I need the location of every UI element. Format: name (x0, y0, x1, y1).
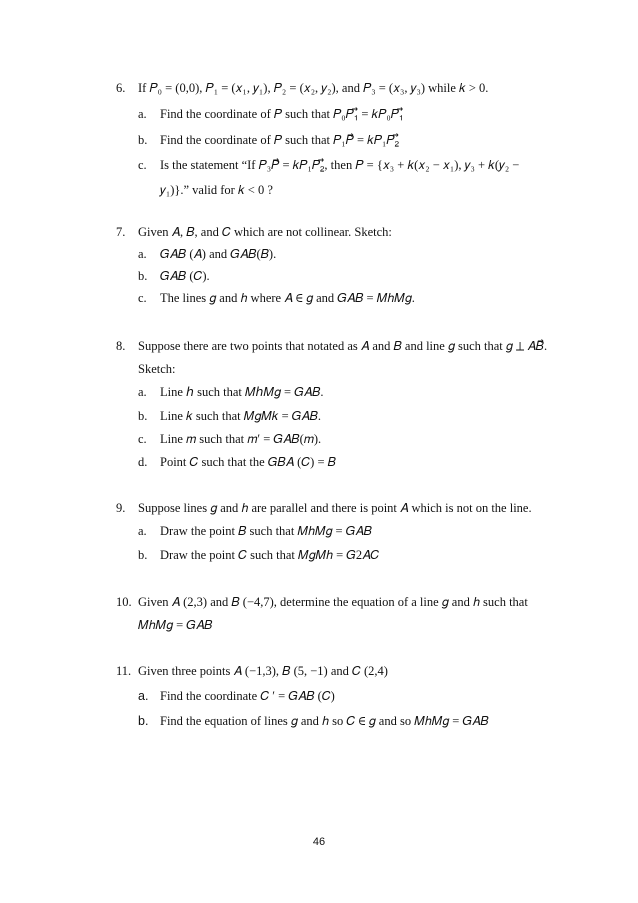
item-8b (138, 408, 321, 424)
item-9a (138, 523, 372, 539)
problem-11 (116, 663, 388, 679)
problem-number: 8. (116, 339, 126, 353)
item-text: Point 𝐶 such that the 𝐺𝐵𝐴 (𝐶) = 𝐵 (160, 455, 336, 469)
problem-intro-continued: 𝑀ℎ𝑀𝑔 = 𝐺𝐴𝐵 (138, 618, 213, 632)
item-9b (138, 547, 379, 563)
item-text: The lines 𝑔 and ℎ where 𝐴 ∈ 𝑔 and 𝐺𝐴𝐵 = 𝑀ℎ𝑀𝑔. (160, 291, 415, 305)
item-letter: d. (138, 455, 148, 469)
item-text: Draw the point 𝐶 such that 𝑀𝑔𝑀ℎ = 𝐺2𝐴𝐶 (160, 548, 380, 562)
problem-number: 11. (116, 664, 132, 678)
item-7a (138, 246, 276, 262)
problem-intro: Suppose lines 𝑔 and ℎ are parallel and there is point 𝐴 which is not on the line. (138, 501, 532, 515)
item-letter: c. (138, 291, 147, 305)
item-text: Is the statement “If 𝑃₃𝑃⃗ = 𝑘𝑃₁𝑃₂⃗, then 𝑃 = {𝑥₃ + 𝑘(𝑥₂ − 𝑥₁), 𝑦₃ + 𝑘(𝑦₂ − (160, 158, 520, 172)
problem-10 (116, 594, 528, 610)
item-6a (138, 106, 403, 122)
item-text: 𝑦₁)}.” valid for 𝑘 < 0 ? (160, 183, 273, 197)
item-letter: a. (138, 689, 149, 703)
item-letter: a. (138, 107, 147, 121)
item-text: Draw the point 𝐵 such that 𝑀ℎ𝑀𝑔 = 𝐺𝐴𝐵 (160, 524, 372, 538)
problem-number: 9. (116, 501, 126, 515)
item-6b (138, 132, 399, 148)
item-text: Find the equation of lines 𝑔 and ℎ so 𝐶 ∈ 𝑔 and so 𝑀ℎ𝑀𝑔 = 𝐺𝐴𝐵 (160, 714, 489, 728)
item-7c (138, 290, 415, 306)
item-6c-continued (160, 182, 273, 198)
item-text: Find the coordinate 𝐶 ′ = 𝐺𝐴𝐵 (𝐶) (160, 689, 335, 703)
item-7b (138, 268, 210, 284)
item-text: Find the coordinate of 𝑃 such that 𝑃₁𝑃⃗ = 𝑘𝑃₁𝑃₂⃗ (160, 133, 399, 147)
item-letter: c. (138, 158, 147, 172)
problem-intro-continued: Sketch: (138, 362, 176, 376)
item-11a (138, 688, 335, 704)
problem-intro: If 𝑃₀ = (0,0), 𝑃₁ = (𝑥₁, 𝑦₁), 𝑃₂ = (𝑥₂, 𝑦₂), and 𝑃₃ = (𝑥₃, 𝑦₃) while 𝑘 > 0. (138, 81, 489, 95)
problem-number: 6. (116, 81, 126, 95)
problem-intro: Suppose there are two points that notated as 𝐴 and 𝐵 and line 𝑔 such that 𝑔 ⊥ 𝐴𝐵⃗. (138, 339, 548, 353)
item-letter: b. (138, 133, 148, 147)
problem-intro: Given 𝐴 (2,3) and 𝐵 (−4,7), determine the equation of a line 𝑔 and ℎ such that (138, 595, 528, 609)
problem-6 (116, 80, 488, 96)
item-letter: a. (138, 524, 147, 538)
item-letter: a. (138, 385, 147, 399)
item-text: Line 𝑘 such that 𝑀𝑔𝑀𝑘 = 𝐺𝐴𝐵. (160, 409, 322, 423)
problem-8-sketch (138, 361, 176, 377)
item-letter: b. (138, 714, 149, 728)
problem-9 (116, 500, 532, 516)
problem-10-continued (138, 617, 212, 633)
problem-number: 10. (116, 595, 132, 609)
item-text: 𝐺𝐴𝐵 (𝐶). (160, 269, 210, 283)
item-11b (138, 713, 489, 729)
item-6c (138, 157, 519, 173)
item-text: 𝐺𝐴𝐵 (𝐴) and 𝐺𝐴𝐵(𝐵). (160, 247, 277, 261)
item-text: Line ℎ such that 𝑀ℎ𝑀𝑔 = 𝐺𝐴𝐵. (160, 385, 324, 399)
problem-7 (116, 224, 392, 240)
item-letter: b. (138, 409, 148, 423)
problem-intro: Given 𝐴, 𝐵, and 𝐶 which are not collinear. Sketch: (138, 225, 392, 239)
item-8c (138, 431, 321, 447)
item-letter: b. (138, 269, 148, 283)
item-8d (138, 454, 336, 470)
page-number: 46 (312, 836, 326, 848)
item-text: Find the coordinate of 𝑃 such that 𝑃₀𝑃₁⃗ = 𝑘𝑃₀𝑃₁⃗ (160, 107, 404, 121)
item-text: Line 𝑚 such that 𝑚′ = 𝐺𝐴𝐵(𝑚). (160, 432, 322, 446)
item-letter: a. (138, 247, 147, 261)
item-letter: b. (138, 548, 148, 562)
problem-number: 7. (116, 225, 126, 239)
item-8a (138, 384, 324, 400)
problem-intro: Given three points 𝐴 (−1,3), 𝐵 (5, −1) and 𝐶 (2,4) (138, 664, 388, 678)
problem-8 (116, 338, 547, 354)
item-letter: c. (138, 432, 147, 446)
